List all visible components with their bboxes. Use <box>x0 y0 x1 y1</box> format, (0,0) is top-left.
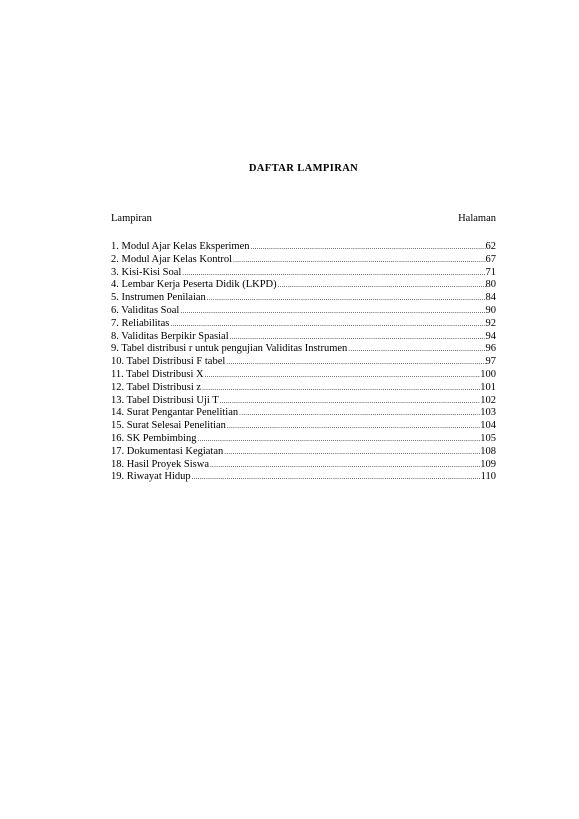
toc-entry-page: 109 <box>480 458 496 470</box>
toc-entry-page: 80 <box>485 279 496 291</box>
toc-entry-page: 62 <box>485 241 496 252</box>
dot-leader <box>191 471 481 484</box>
dot-leader <box>206 292 486 305</box>
toc-entry <box>111 331 496 344</box>
dot-leader <box>201 382 480 395</box>
toc-entry-page: 94 <box>485 330 496 342</box>
dot-leader <box>179 305 485 318</box>
toc-entry-label: 5. Instrumen Penilaian <box>111 292 206 304</box>
page-title: DAFTAR LAMPIRAN <box>248 163 359 174</box>
table-of-contents <box>111 241 496 484</box>
toc-entry-label: 11. Tabel Distribusi X <box>111 368 204 380</box>
dot-leader <box>238 407 480 420</box>
toc-entry <box>111 459 496 472</box>
dot-leader <box>250 241 486 254</box>
dot-leader <box>209 459 480 472</box>
toc-entry-page: 90 <box>485 304 496 316</box>
toc-entry-page: 71 <box>485 266 496 278</box>
toc-entry-page: 101 <box>480 381 496 393</box>
toc-entry <box>111 356 496 369</box>
toc-entry <box>111 241 496 254</box>
toc-entry <box>111 420 496 433</box>
toc-entry <box>111 254 496 267</box>
toc-entry <box>111 279 496 292</box>
toc-entry <box>111 382 496 395</box>
toc-entry-label: 19. Riwayat Hidup <box>111 471 191 483</box>
dot-leader <box>277 279 486 292</box>
toc-entry <box>111 318 496 331</box>
toc-header-halaman: Halaman <box>458 213 496 224</box>
toc-entry-label: 1. Modul Ajar Kelas Eksperimen <box>111 241 250 252</box>
toc-entry <box>111 305 496 318</box>
toc-entry-label: 3. Kisi-Kisi Soal <box>111 266 182 278</box>
toc-entry-label: 12. Tabel Distribusi z <box>111 381 202 393</box>
toc-entry-page: 110 <box>480 471 496 483</box>
toc-entry <box>111 471 496 484</box>
toc-entry-page: 96 <box>485 343 496 355</box>
dot-leader <box>223 446 480 459</box>
toc-entry-page: 97 <box>485 356 496 368</box>
toc-entry-label: 15. Surat Selesai Penelitian <box>111 420 226 432</box>
toc-entry-label: 4. Lembar Kerja Peserta Didik (LKPD) <box>111 279 277 291</box>
toc-entry-page: 103 <box>480 407 496 419</box>
toc-entry-page: 92 <box>485 317 496 329</box>
toc-entry-label: 18. Hasil Proyek Siswa <box>111 458 209 470</box>
dot-leader <box>225 356 485 369</box>
dot-leader <box>226 420 480 433</box>
toc-entry-page: 108 <box>480 445 496 457</box>
toc-entry <box>111 395 496 408</box>
toc-entry-label: 6. Validitas Soal <box>111 304 180 316</box>
toc-entry <box>111 407 496 420</box>
toc-entry-label: 10. Tabel Distribusi F tabel <box>111 356 226 368</box>
toc-header-lampiran: Lampiran <box>111 213 152 224</box>
toc-entry-page: 102 <box>480 394 496 406</box>
toc-entry-label: 7. Reliabilitas <box>111 317 170 329</box>
toc-entry <box>111 343 496 356</box>
dot-leader <box>347 343 485 356</box>
toc-entry-page: 100 <box>480 368 496 380</box>
dot-leader <box>196 433 480 446</box>
toc-entry-label: 16. SK Pembimbing <box>111 432 197 444</box>
dot-leader <box>229 331 486 344</box>
dot-leader <box>169 318 485 331</box>
dot-leader <box>204 369 481 382</box>
toc-entry-page: 104 <box>480 420 496 432</box>
toc-entry-page: 67 <box>485 253 496 265</box>
toc-entry-label: 13. Tabel Distribusi Uji T <box>111 394 219 406</box>
toc-entry <box>111 292 496 305</box>
toc-entry <box>111 433 496 446</box>
toc-entry <box>111 369 496 382</box>
toc-entry <box>111 267 496 280</box>
toc-entry-label: 2. Modul Ajar Kelas Kontrol <box>111 253 233 265</box>
toc-entry-page: 105 <box>480 432 496 444</box>
toc-entry-page: 84 <box>485 292 496 304</box>
toc-entry <box>111 446 496 459</box>
dot-leader <box>181 267 485 280</box>
toc-entry-label: 8. Validitas Berpikir Spasial <box>111 330 229 342</box>
toc-entry-label: 14. Surat Pengantar Penelitian <box>111 407 239 419</box>
toc-entry-label: 9. Tabel distribusi r untuk pengujian Validitas Instrumen <box>111 343 348 355</box>
dot-leader <box>219 395 481 408</box>
dot-leader <box>232 254 485 267</box>
toc-entry-label: 17. Dokumentasi Kegiatan <box>111 445 224 457</box>
